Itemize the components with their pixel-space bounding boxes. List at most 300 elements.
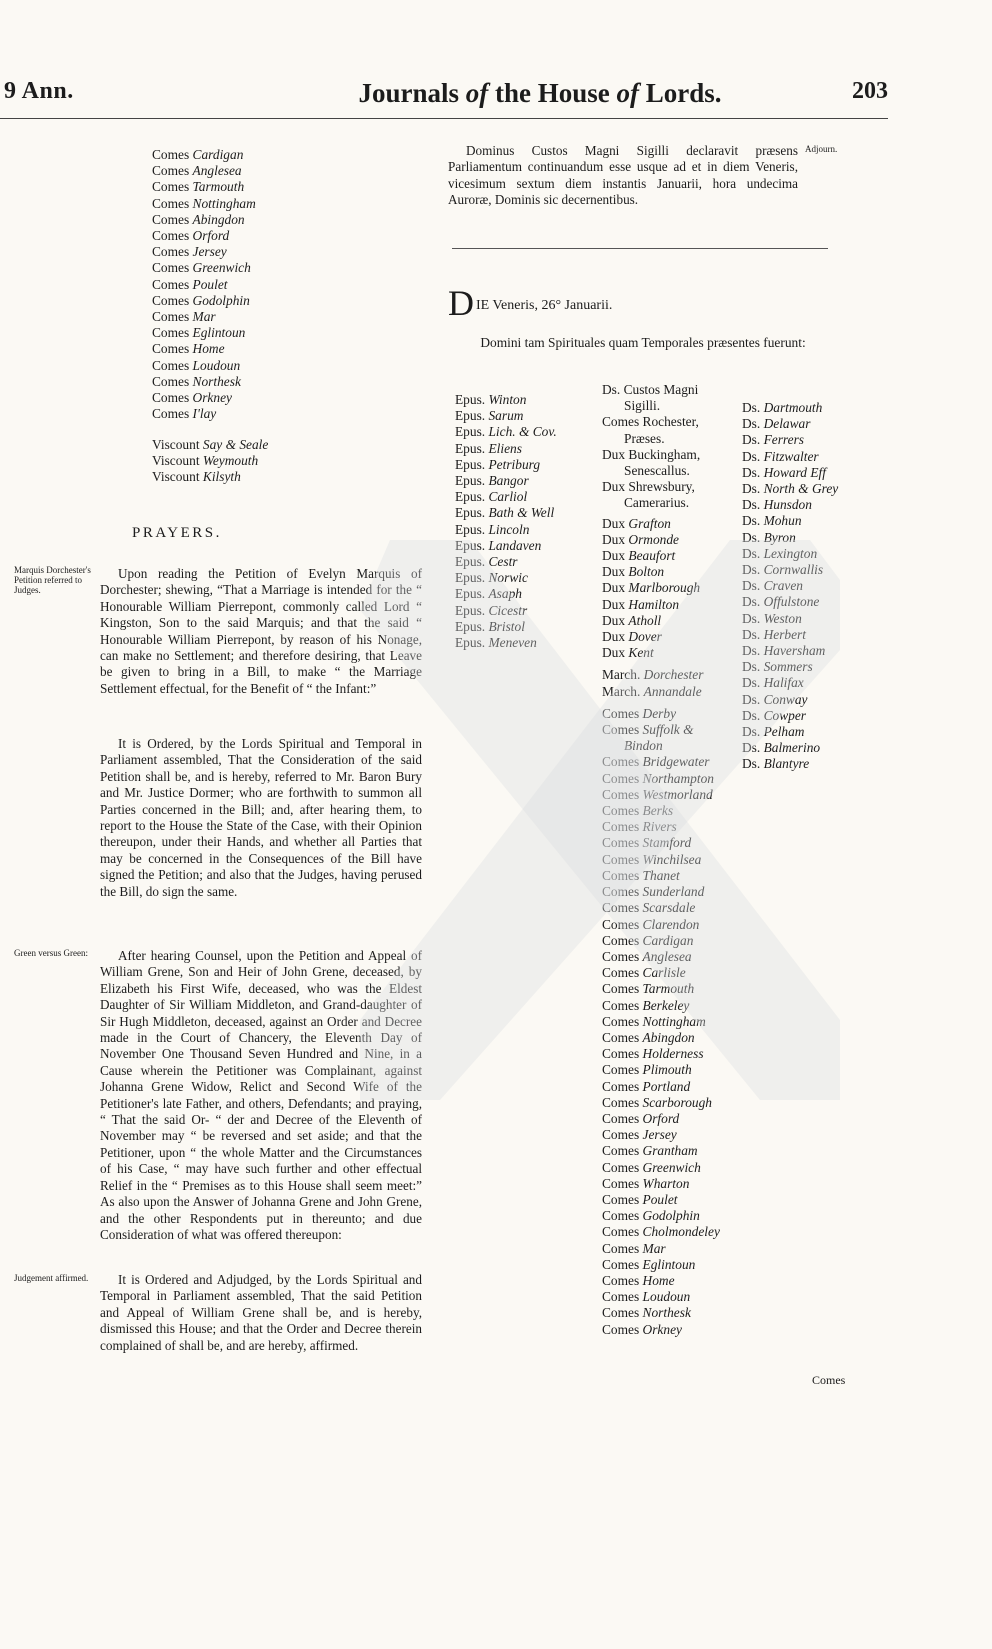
lord-name: Lincoln (488, 521, 530, 537)
lord-name: Hamilton (628, 596, 680, 612)
lord-name: Northesk (642, 1305, 691, 1321)
paragraph-appeal: After hearing Counsel, upon the Petition and Appeal of William Grene, Son and Heir of John Grene, deceased, by Elizabeth his First Wife, deceased, who was the Eldest Daughter of Sir William Middleton, and Grand-daughter of Sir Hugh Middleton, deceased, against an Order and Decree made in the Court of Chancery, the Eleventh Day of November One Thousand Seven Hundred and Nine, in a Cause wherein the Petitioner was Complainant, against Johanna Grene Widow, Relict and Second Wife of the Petitioner's late Father, and others, Defendants; and praying, “ That the said Or- “ der and Decree of the Eleventh of November may “ be reversed and set aside; and that the Petitioner, upon “ the whole Matter and the Circumstances of his Case, “ may have such further and other effectual Relief in the “ Premises as to this House shall seem meet:” As also upon the Answer of Johanna Grene and John Grene, and the other Respondents put in thereunto; and due Consideration of what was offered thereupon: (100, 948, 422, 1242)
officer-role: Senescallus. (624, 463, 690, 479)
title-prefix: Comes (602, 705, 643, 721)
comes-entry (602, 771, 720, 787)
title-prefix: Ds. (742, 740, 764, 756)
title-prefix: Epus. (455, 537, 489, 553)
lord-name: Haversham (763, 643, 826, 659)
lord-name: Mar (192, 309, 216, 325)
title-prefix: Dux (602, 629, 629, 645)
comes-entry (152, 406, 256, 422)
title-prefix: Dux (602, 596, 629, 612)
title-prefix: Viscount (152, 437, 203, 452)
lord-name: Winton (488, 392, 527, 407)
lord-name: Scarborough (642, 1094, 712, 1110)
lord-name: Lich. & Cov. (488, 424, 557, 440)
lord-name: Orkney (192, 390, 232, 406)
comites-list-left (152, 147, 256, 422)
title-prefix: Ds. (742, 529, 764, 545)
baron-entry (742, 578, 838, 594)
lord-name: Norwic (488, 570, 528, 586)
comes-entry (602, 852, 720, 868)
baron-entry (742, 546, 838, 562)
title-prefix: Ds. (742, 610, 764, 626)
baron-entry (742, 432, 838, 448)
title-part: of (458, 78, 495, 108)
lord-name: Poulet (192, 276, 228, 292)
title-prefix: Dux (602, 612, 629, 628)
lord-name: Say & Seale (202, 437, 269, 452)
title-prefix: Comes (602, 997, 643, 1013)
lord-name: Atholl (628, 612, 662, 628)
title-prefix: Epus. (455, 473, 489, 489)
bishop-entry (455, 408, 557, 424)
lord-name: Scarsdale (642, 900, 696, 916)
bishop-entry (455, 603, 557, 619)
title-prefix: Epus. (455, 440, 489, 456)
title-prefix: Epus. (455, 408, 489, 424)
title-prefix: Comes (152, 390, 193, 406)
title-prefix: Comes (152, 406, 193, 422)
comes-entry (602, 965, 720, 981)
title-prefix: Comes (152, 147, 193, 162)
lord-name: Cardigan (642, 932, 694, 948)
bishop-entry (455, 635, 557, 651)
title-prefix: Epus. (455, 456, 489, 472)
duke-entry (602, 613, 720, 629)
lord-name: Nottingham (642, 1013, 706, 1029)
lord-name: Rivers (642, 819, 677, 835)
lord-name: Bolton (628, 564, 665, 580)
comes-entry (602, 1192, 720, 1208)
comes-entry (152, 374, 256, 390)
comes-entry (152, 179, 256, 195)
lord-name: Hunsdon (763, 497, 812, 513)
lord-name: Cestr (488, 554, 518, 570)
lord-name: Blantyre (763, 756, 810, 772)
marquis-entry (602, 667, 720, 683)
title-prefix: Epus. (455, 424, 489, 440)
baron-entry (742, 465, 838, 481)
comes-entry (602, 1095, 720, 1111)
title-prefix: Ds. (742, 416, 764, 432)
lord-name-continuation: Bindon (624, 738, 663, 754)
lord-name: Weston (763, 610, 802, 626)
title-prefix: Ds. (742, 594, 764, 610)
lord-name: North & Grey (763, 481, 839, 497)
comes-entry (602, 868, 720, 884)
title-prefix: Comes (602, 1143, 643, 1159)
title-prefix: Comes (152, 163, 193, 179)
lord-name: Carliol (488, 489, 528, 505)
lord-name: Greenwich (192, 260, 251, 276)
lord-name: Holderness (642, 1046, 704, 1062)
viscount-entry (152, 437, 268, 453)
title-prefix: Comes (602, 1240, 643, 1256)
comes-entry (152, 309, 256, 325)
lord-name: Abingdon (192, 211, 245, 227)
comes-entry (602, 1257, 720, 1273)
baron-entry (742, 400, 838, 416)
baron-entry (742, 562, 838, 578)
officer-role: Sigilli. (624, 398, 661, 414)
title-prefix: Comes (602, 965, 643, 981)
comes-entry (152, 390, 256, 406)
title-prefix: Ds. (742, 691, 764, 707)
comes-entry (602, 1305, 720, 1321)
lord-name: Offulstone (763, 594, 820, 610)
title-prefix: Ds. (742, 448, 764, 464)
lord-name: Sunderland (642, 884, 705, 900)
paragraph-ordered-2: It is Ordered and Adjudged, by the Lords Spiritual and Temporal in Parliament assembled, That the said Petition and Appeal of William Grene shall be, and is hereby, dismissed this House; and that the Order and Decree therein complained of shall be, and are hereby, affirmed. (100, 1272, 422, 1353)
title-prefix: Ds. (742, 497, 764, 513)
title-prefix: Comes (602, 900, 643, 916)
page-number: 203 (852, 78, 888, 104)
comes-entry (602, 1289, 720, 1305)
baron-entry (742, 594, 838, 610)
lord-name: Dover (628, 629, 662, 645)
title-prefix: Comes (602, 1208, 643, 1224)
lord-name: Bangor (488, 473, 529, 489)
lord-name: Ormonde (628, 531, 680, 547)
comes-entry (602, 787, 720, 803)
title-prefix: Comes (602, 770, 643, 786)
title-prefix: Comes (602, 1224, 643, 1240)
title-prefix: Dux (602, 515, 629, 531)
comes-entry (602, 1030, 720, 1046)
comes-entry (602, 803, 720, 819)
lord-name: Delawar (763, 416, 811, 432)
title-prefix: Comes (152, 244, 193, 260)
lord-name: Mohun (763, 513, 802, 529)
lord-name: Kilsyth (202, 469, 241, 485)
baron-entry (742, 740, 838, 756)
title-prefix: Epus. (455, 570, 489, 586)
comes-entry (602, 884, 720, 900)
title-prefix: March. (602, 667, 644, 683)
title-prefix: Comes (152, 195, 193, 211)
title-prefix: Ds. (742, 675, 764, 691)
duke-entry (602, 597, 720, 613)
title-part: Lords. (639, 78, 722, 108)
title-prefix: Comes (602, 1013, 643, 1029)
title-prefix: Comes (152, 325, 193, 341)
baron-entry (742, 708, 838, 724)
title-part: Journals (358, 78, 459, 108)
title-prefix: Comes (152, 341, 193, 357)
comes-entry (152, 228, 256, 244)
paragraph-petition: Upon reading the Petition of Evelyn Marquis of Dorchester; shewing, “That a Marriage is intended for the “ Honourable William Pierrepont, commonly called Lord “ Kingston, Son to the said Marquis; and that the said “ Honourable William Pierrepont, by reason of his Nonage, can make no Settlement; and therefore desiring, that Leave be given to bring in a Bill, to make “ the Marriage Settlement effectual, for the Benefit of “ the Infant:” (100, 566, 422, 696)
comes-entry (152, 325, 256, 341)
title-prefix: Comes (152, 373, 193, 389)
lord-name: Cowper (763, 707, 806, 723)
lord-name: Cicestr (488, 602, 528, 618)
title-prefix: Comes (602, 1078, 643, 1094)
comes-entry (152, 244, 256, 260)
comes-entry (152, 212, 256, 228)
title-prefix: Comes (602, 884, 643, 900)
title-prefix: Epus. (455, 505, 489, 521)
bishop-entry (455, 619, 557, 635)
title-prefix: Comes (602, 786, 643, 802)
comes-entry (152, 147, 256, 163)
title-prefix: Ds. (742, 400, 764, 415)
title-prefix: Ds. (742, 756, 764, 772)
title-prefix: Comes (602, 1191, 643, 1207)
lord-name: Thanet (642, 867, 680, 883)
title-prefix: Comes (602, 754, 643, 770)
lord-name: Annandale (643, 683, 702, 699)
title-prefix: Comes (602, 948, 643, 964)
title-prefix: Comes (602, 851, 643, 867)
lord-name: Poulet (642, 1191, 678, 1207)
title-prefix: Comes (602, 1256, 643, 1272)
comes-entry (602, 1241, 720, 1257)
officer-entry: Ds. Custos Magni (602, 382, 699, 397)
lord-name: Home (642, 1272, 675, 1288)
officer-role: Camerarius. (624, 495, 690, 511)
bishop-entry (455, 570, 557, 586)
margin-note-green: Green versus Green: (14, 948, 88, 958)
lord-name: Clarendon (642, 916, 700, 932)
baron-entry (742, 611, 838, 627)
lord-name: Nottingham (192, 195, 256, 211)
title-prefix: Epus. (455, 602, 489, 618)
lord-name: Eglintoun (642, 1256, 696, 1272)
lord-name: Weymouth (202, 453, 259, 469)
lord-name: Loudoun (192, 357, 241, 373)
duke-entry (602, 580, 720, 596)
duke-entry (602, 564, 720, 580)
margin-note-judgement: Judgement affirmed. (14, 1273, 89, 1283)
lord-name: Wharton (642, 1175, 690, 1191)
comes-entry (602, 1143, 720, 1159)
lord-name: Mar (642, 1240, 666, 1256)
bishop-entry (455, 457, 557, 473)
lord-name: Ferrers (763, 432, 804, 448)
header-divider (0, 118, 888, 119)
lord-name: Bristol (488, 618, 525, 634)
comes-entry (602, 1273, 720, 1289)
catchword: Comes (812, 1373, 846, 1387)
title-part: House (530, 78, 617, 108)
officer-entry: Comes Rochester, (602, 414, 699, 430)
title-prefix: Ds. (742, 481, 764, 497)
title-prefix: Comes (602, 1175, 643, 1191)
baron-entry (742, 627, 838, 643)
comes-entry (602, 835, 720, 851)
lord-name: Abingdon (642, 1029, 695, 1045)
lord-name: Balmerino (763, 740, 821, 756)
title-prefix: Comes (602, 1127, 643, 1143)
comes-entry (152, 163, 256, 179)
title-prefix: Comes (602, 1159, 643, 1175)
duke-entry (602, 532, 720, 548)
viscounts-list (152, 437, 268, 486)
header-regnal-year: 9 Ann. (4, 78, 74, 104)
title-prefix: Dux (602, 531, 629, 547)
title-prefix: Epus. (455, 521, 489, 537)
title-prefix: Comes (152, 292, 193, 308)
title-prefix: Comes (152, 309, 193, 325)
title-prefix: Comes (602, 1062, 643, 1078)
title-prefix: Comes (602, 819, 643, 835)
title-prefix: Ds. (742, 545, 764, 561)
lord-name: Lexington (763, 545, 818, 561)
comes-entry (602, 998, 720, 1014)
comes-entry (152, 358, 256, 374)
margin-note-marquis: Marquis Dorchester's Petition referred to Judges. (14, 565, 91, 595)
comes-entry (602, 933, 720, 949)
bishop-entry (455, 489, 557, 505)
lord-name: Orford (642, 1110, 680, 1126)
bishop-entry (455, 424, 557, 440)
lord-name: Berkeley (642, 997, 690, 1013)
comes-entry (602, 754, 720, 770)
officer-entry: Dux Shrewsbury, (602, 479, 695, 495)
page-title (270, 78, 810, 109)
comes-entry (602, 1176, 720, 1192)
lord-name: Greenwich (642, 1159, 701, 1175)
baron-entry (742, 643, 838, 659)
lord-name: Howard Eff (763, 464, 826, 480)
comes-entry (602, 1111, 720, 1127)
comes-entry (602, 900, 720, 916)
officer-role: Præses. (624, 430, 665, 446)
title-prefix: Viscount (152, 469, 203, 485)
duke-entry (602, 629, 720, 645)
lord-name: Landaven (488, 537, 542, 553)
comes-entry (602, 917, 720, 933)
bishop-entry (455, 522, 557, 538)
viscount-entry (152, 469, 268, 485)
bishop-entry (455, 554, 557, 570)
title-prefix: Comes (602, 1305, 643, 1321)
lord-name: Winchilsea (642, 851, 702, 867)
marquis-entry (602, 684, 720, 700)
baron-entry (742, 675, 838, 691)
lord-name: Grafton (628, 515, 671, 531)
duke-entry (602, 548, 720, 564)
title-prefix: Ds. (742, 432, 764, 448)
title-prefix: Epus. (455, 392, 489, 407)
baron-entry (742, 513, 838, 529)
comes-entry (602, 1014, 720, 1030)
lord-name: Halifax (763, 675, 804, 691)
title-prefix: Dux (602, 580, 629, 596)
comes-entry (602, 1062, 720, 1078)
barons-list (742, 400, 838, 773)
temporal-lords-list (602, 382, 720, 1338)
title-prefix: Ds. (742, 513, 764, 529)
lord-name: Cardigan (192, 147, 244, 162)
title-prefix: Viscount (152, 453, 203, 469)
comes-entry (602, 949, 720, 965)
lord-name: Northampton (642, 770, 714, 786)
title-prefix: Comes (602, 1029, 643, 1045)
title-part: the (494, 78, 531, 108)
lord-name: Carlisle (642, 965, 686, 981)
comes-entry (602, 819, 720, 835)
duke-entry (602, 645, 720, 661)
lord-name: Sommers (763, 659, 813, 675)
lord-name: Berks (642, 803, 674, 819)
comes-entry (602, 1160, 720, 1176)
title-prefix: Comes (602, 916, 643, 932)
baron-entry (742, 756, 838, 772)
comes-entry (602, 1079, 720, 1095)
title-prefix: Comes (602, 1094, 643, 1110)
title-prefix: Dux (602, 548, 629, 564)
title-prefix: Ds. (742, 464, 764, 480)
title-prefix: Comes (602, 835, 643, 851)
lord-name: Petriburg (488, 456, 541, 472)
title-prefix: Comes (152, 260, 193, 276)
title-prefix: Comes (602, 867, 643, 883)
title-prefix: Ds. (742, 578, 764, 594)
lord-name: Dartmouth (763, 400, 823, 415)
day-heading: DIE Veneris, 26° Januarii. (448, 283, 613, 323)
title-prefix: Comes (602, 1272, 643, 1288)
comes-entry (602, 1208, 720, 1224)
paragraph-adjourn: Dominus Custos Magni Sigilli declaravit præsens Parliamentum continuandum esse usque ad et in diem Veneris, vicesimum sextum diem instantis Januarii, hora undecima Auroræ, Dominis sic decernentibus. (448, 143, 798, 208)
lord-name: Jersey (642, 1127, 677, 1143)
lord-name: Stamford (642, 835, 692, 851)
comes-entry (602, 1322, 720, 1338)
title-prefix: Comes (602, 1046, 643, 1062)
title-prefix: Comes (602, 981, 643, 997)
baron-entry (742, 497, 838, 513)
title-prefix: Comes (152, 357, 193, 373)
lord-name: Cholmondeley (642, 1224, 720, 1240)
paragraph-ordered-1: It is Ordered, by the Lords Spiritual and Temporal in Parliament assembled, That the Consideration of the said Petition shall be, and is hereby, referred to Mr. Baron Bury and Mr. Justice Dormer; who are forthwith to summon all Parties concerned in the Bill; and, after hearing them, to report to the House the State of the Case, with their Opinion thereupon, under their Hands, and whether all Parties that may be concerned in the Consequences of the Bill have signed the Petition; and also that the Judges, having perused the Bill, do sign the same. (100, 736, 422, 899)
comes-entry (602, 1127, 720, 1143)
lord-name: Meneven (488, 635, 537, 651)
comes-entry (152, 196, 256, 212)
lord-name: Byron (763, 529, 796, 545)
lord-name: Asaph (488, 586, 522, 602)
lord-name: Derby (642, 705, 677, 721)
title-prefix: Comes (152, 276, 193, 292)
title-prefix: Dux (602, 645, 629, 661)
lord-name: Bridgewater (642, 754, 710, 770)
title-prefix: Comes (602, 1110, 643, 1126)
comes-entry (602, 722, 720, 738)
lord-name: Eliens (488, 440, 522, 456)
baron-entry (742, 659, 838, 675)
bishop-entry (455, 538, 557, 554)
lord-name: Conway (763, 691, 808, 707)
comes-entry (602, 706, 720, 722)
lord-name: Fitzwalter (763, 448, 819, 464)
title-prefix: March. (602, 683, 644, 699)
title-prefix: Epus. (455, 489, 489, 505)
title-prefix: Epus. (455, 618, 489, 634)
title-prefix: Ds. (742, 643, 764, 659)
lord-name: Tarmouth (192, 179, 245, 195)
title-prefix: Comes (152, 228, 193, 244)
lord-name: Cornwallis (763, 562, 824, 578)
lord-name: Anglesea (642, 948, 692, 964)
bishops-list (455, 392, 557, 651)
attendance-intro: Domini tam Spirituales quam Temporales præsentes fuerunt: (480, 335, 806, 350)
lord-name: Marlborough (628, 580, 701, 596)
title-prefix: Ds. (742, 626, 764, 642)
lord-name: Anglesea (192, 163, 242, 179)
title-prefix: Ds. (742, 707, 764, 723)
section-divider (452, 248, 828, 249)
